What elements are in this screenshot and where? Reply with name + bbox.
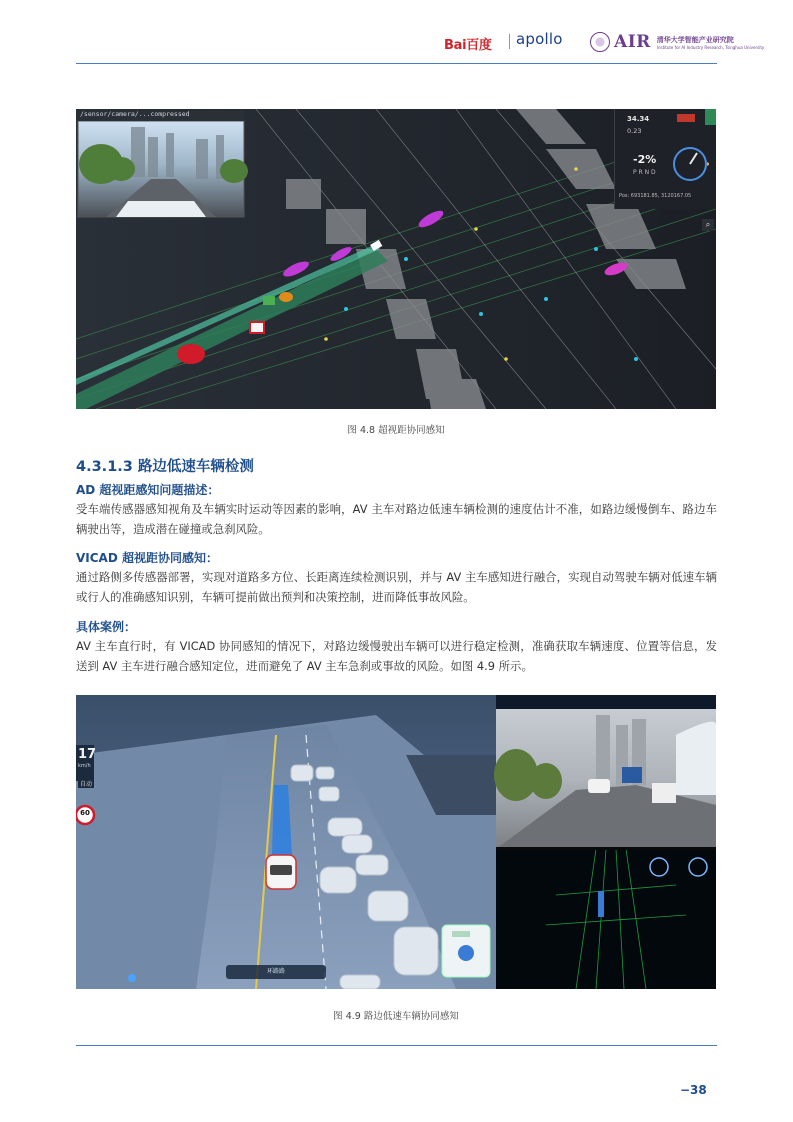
- air-logo: AIR 清华大学智能产业研究院 Institute for AI Industry Research, Tsinghua University: [590, 30, 764, 54]
- figure-4-9-caption: 图 4.9 路边低速车辆协同感知: [333, 1011, 459, 1022]
- logo-divider: [509, 34, 510, 49]
- page-header: [0, 0, 793, 66]
- apollo-logo: apollo: [516, 30, 563, 48]
- problem-heading: AD 超视距感知问题描述：: [76, 483, 220, 497]
- speed-readout: 17: [78, 747, 97, 762]
- status-indicator: [705, 109, 716, 125]
- road-name-label: 环路路: [226, 965, 326, 979]
- figure-4-8-image: [76, 109, 716, 409]
- case-paragraph: AV 主车直行时，有 VICAD 协同感知的情况下，对路边缓慢驶出车辆可以进行稳定检测，准确获取车辆速度、位置等信息，发送到 AV 主车进行融合感知定位，进而避免了 AV 主车急刹或事故的风险。如图 4.9 所示。: [76, 639, 717, 673]
- baidu-logo: Bai百度: [444, 38, 492, 53]
- section-title: 4.3.1.3 路边低速车辆检测: [76, 459, 254, 475]
- case-heading: 具体案例：: [76, 620, 137, 634]
- vicad-paragraph: 通过路侧多传感器部署，实现对道路多方位、长距离连续检测识别，并与 AV 主车感知进行融合，实现自动驾驶车辆对低速车辆或行人的准确感知识别，车辆可提前做出预判和决策控制，进而降低事故风险。: [76, 570, 717, 604]
- problem-paragraph: 受车端传感器感知视角及车辆实时运动等因素的影响，AV 主车对路边低速车辆检测的速度估计不准，如路边缓慢倒车、路边车辆驶出等，造成潜在碰撞或急刹风险。: [76, 502, 717, 536]
- vehicle-hud-panel: 34.34 0.23 -2% P R N D Pos: 693181.85, 3120167.05: [614, 109, 716, 209]
- tsinghua-seal-icon: [590, 32, 610, 52]
- figure-4-8-caption: 图 4.8 超视距协同感知: [347, 425, 445, 436]
- search-icon[interactable]: ⌕: [702, 219, 714, 231]
- figure-4-9-image: 17 km/h 自动 60 环路路: [76, 695, 716, 989]
- speed-limit-sign: 60: [80, 809, 90, 817]
- page-number: −38: [680, 1083, 707, 1097]
- steering-compass-icon: [671, 145, 709, 183]
- status-badge: [677, 114, 695, 122]
- header-rule: [76, 63, 717, 64]
- roadside-low-speed-vehicle-view: [76, 695, 716, 989]
- camera-topic-label: /sensor/camera/...compressed: [80, 110, 190, 118]
- vicad-heading: VICAD 超视距协同感知：: [76, 551, 218, 565]
- footer-rule: [76, 1045, 717, 1046]
- drive-mode-badge: 自动: [80, 781, 93, 788]
